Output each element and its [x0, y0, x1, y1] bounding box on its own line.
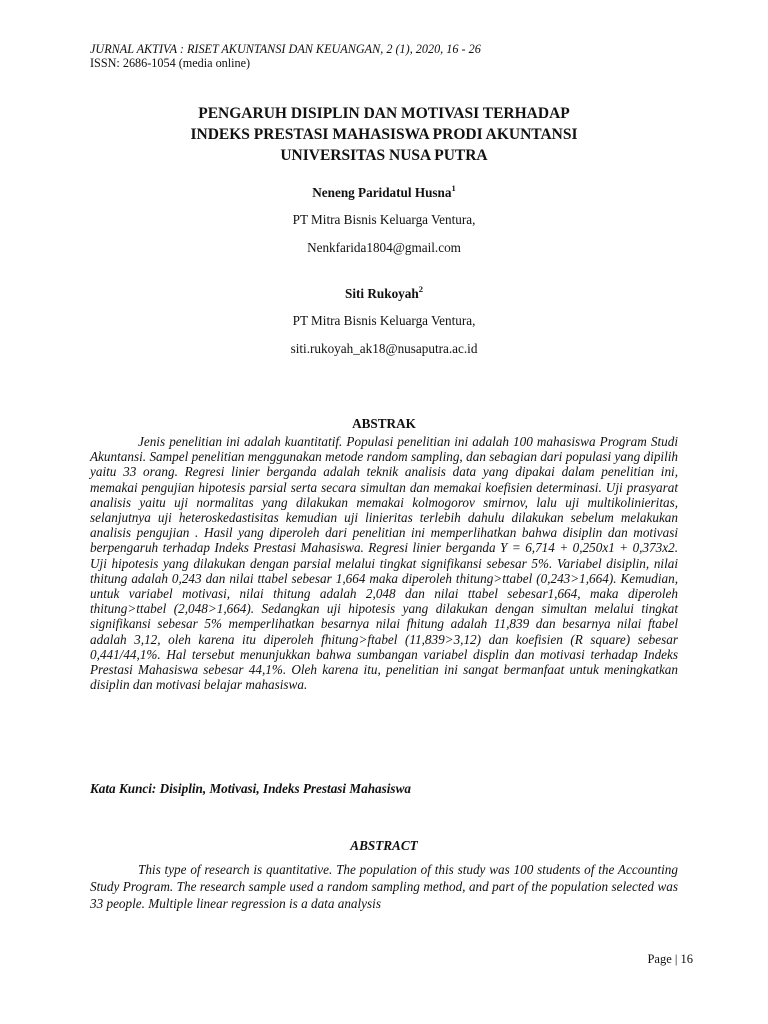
- page-number: Page | 16: [647, 952, 693, 966]
- abstract-body: This type of research is quantitative. The population of this study was 100 students of the Accounting Study Program. The research sample used a random sampling method, and part of the population selected was 33 people. Multiple linear regression is a data analysis: [90, 862, 678, 911]
- title-line-2: INDEKS PRESTASI MAHASISWA PRODI AKUNTANSI: [190, 126, 578, 143]
- author-2-name-text: Siti Rukoyah: [345, 286, 419, 301]
- abstract-heading: ABSTRACT: [350, 838, 418, 853]
- journal-issn: ISSN: 2686-1054 (media online): [90, 56, 251, 70]
- author-1-affiliation: PT Mitra Bisnis Keluarga Ventura,: [292, 212, 476, 227]
- keywords: Kata Kunci: Disiplin, Motivasi, Indeks Prestasi Mahasiswa: [90, 781, 411, 796]
- author-1-name: [0, 185, 768, 201]
- abstrak-heading: ABSTRAK: [352, 416, 416, 431]
- abstrak-body: Jenis penelitian ini adalah kuantitatif. Populasi penelitian ini adalah 100 mahasiswa Program Studi Akuntansi. Sampel penelitian menggunakan metode random sampling, dan sebagian dari populasi yang dipilih yaitu 33 orang. Regresi linier berganda adalah teknik analisis data yang dipakai dalam penelitian ini, memakai pengujian hipotesis parsial serta secara simultan dan memakai koefisien determinasi. Uji prasyarat analisis yaitu uji normalitas yang dilakukan memakai kolmogorov smirnov, lalu uji multikolinieritas, selanjutnya uji heteroskedastisitas kemudian uji linieritas terlebih dahulu dilakukan sebelum melakukan analisis pengujian . Hasil yang diperoleh dari penelitian ini memperlihatkan bahwa disiplin dan motivasi berpengaruh terhadap Indeks Prestasi Mahasiswa. Regresi linier berganda Y = 6,714 + 0,250x1 + 0,373x2. Uji hipotesis yang dilakukan dengan parsial melalui tingkat signifikansi sebesar 5%. Variabel disiplin, nilai thitung adalah 0,243 dan nilai ttabel sebesar 1,664 maka diperoleh thitung>ttabel (0,243>1,664). Kemudian, untuk variabel motivasi, nilai thitung adalah 2,048 dan nilai ttabel sebesar1,664, maka diperoleh thitung>ttabel (2,048>1,664). Sedangkan uji hipotesis yang dilakukan dengan simultan melalui tingkat signifikansi sebesar 5% memperlihatkan besarnya nilai fhitung adalah 11,839 dan besarnya nilai ftabel adalah 3,12, oleh karena itu diperoleh fhitung>ftabel (11,839>3,12) dan koefisien (R square) sebesar 0,441/44,1%. Hal tersebut menunjukkan bahwa sumbangan variabel displin dan motivasi terhadap Indeks Prestasi Mahasiswa sebesar 44,1%. Oleh karena itu, penelitian ini sangat bermanfaat untuk meningkatkan disiplin dan motivasi belajar mahasiswa.: [90, 434, 678, 693]
- paper-title: [70, 103, 698, 166]
- author-1-name-text: Neneng Paridatul Husna: [312, 185, 452, 200]
- author-2-sup: 2: [418, 284, 423, 294]
- title-line-3: UNIVERSITAS NUSA PUTRA: [280, 147, 488, 164]
- author-2-email: siti.rukoyah_ak18@nusaputra.ac.id: [290, 341, 478, 356]
- author-2-affiliation: PT Mitra Bisnis Keluarga Ventura,: [292, 313, 476, 328]
- title-line-1: PENGARUH DISIPLIN DAN MOTIVASI TERHADAP: [198, 105, 570, 122]
- journal-citation: JURNAL AKTIVA : RISET AKUNTANSI DAN KEUANGAN, 2 (1), 2020, 16 - 26: [90, 42, 481, 56]
- author-1-sup: 1: [451, 183, 456, 193]
- journal-header: [90, 42, 481, 70]
- author-1-email: Nenkfarida1804@gmail.com: [307, 240, 461, 255]
- author-2-name: [0, 286, 768, 302]
